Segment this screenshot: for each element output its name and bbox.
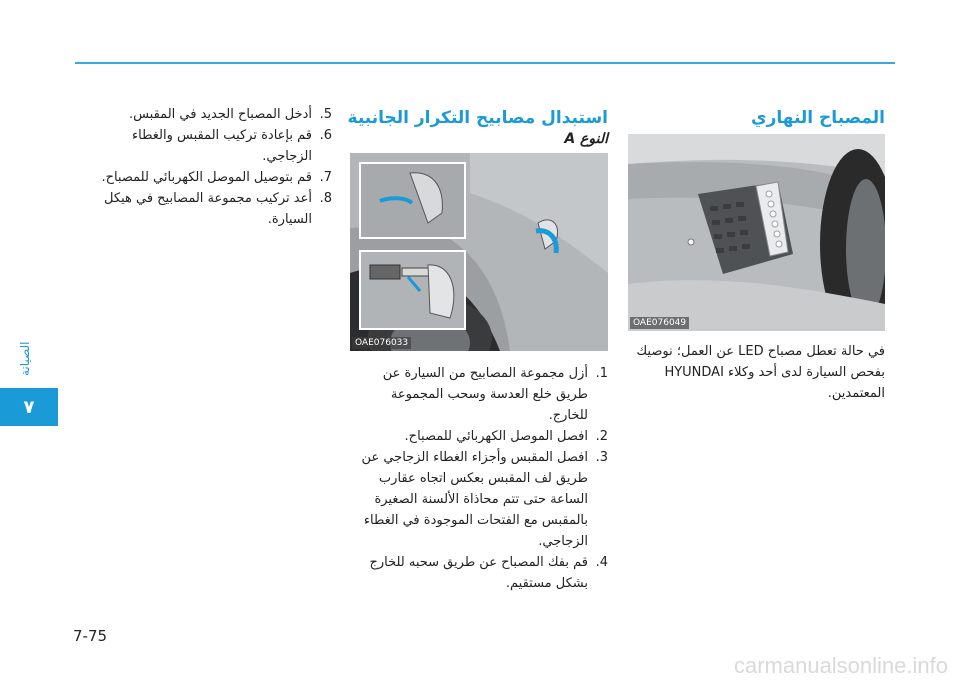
drl-paragraph (620, 341, 885, 404)
removal-steps (350, 363, 608, 594)
step-4: 4. قم بفك المصباح عن طريق سحبه للخارج بشكل مستقيم. (369, 555, 608, 591)
step-6: 6. قم بإعادة تركيب المقبس والغطاء الزجاجي. (132, 128, 332, 164)
drl-figure (628, 134, 885, 331)
watermark: carmanualsonline.info (733, 653, 948, 678)
step-5: 5. أدخل المصباح الجديد في المقبس. (128, 107, 332, 122)
step-1: 1. أزل مجموعة المصابيح من السيارة عن طريق خلع العدسة وسحب المجموعة للخارج. (382, 366, 608, 423)
bumper-drl-illustration (628, 134, 885, 331)
step-2: 2. افصل الموصل الكهربائي للمصباح. (404, 429, 608, 444)
type-a-subheading: النوع A (564, 131, 608, 147)
side-repeater-figure-code: OAE076033 (352, 337, 411, 349)
page-number: 7-75 (73, 627, 108, 645)
drl-figure-code: OAE076049 (630, 317, 689, 329)
side-repeater-illustration (350, 153, 608, 351)
drl-text: في حالة تعطل مصباح LED عن العمل؛ نوصيك بفحص السيارة لدى أحد وكلاء HYUNDAI المعتمدين. (636, 344, 885, 401)
top-rule (75, 62, 895, 64)
chapter-tab: ٧ (0, 388, 58, 426)
chapter-title: الصيانة (18, 341, 32, 377)
step-7: 7. قم بتوصيل الموصل الكهربائي للمصباح. (101, 170, 332, 185)
side-repeater-figure (350, 153, 608, 351)
step-3: 3. افصل المقبس وأجزاء الغطاء الزجاجي عن طريق لف المقبس بعكس اتجاه عقارب الساعة حتى تتم محاذاة الألسنة الصغيرة بالمقبس مع الفتحات الموجودة في الغطاء الزجاجي. (361, 450, 608, 549)
side-repeater-heading: استبدال مصابيح التكرار الجانبية (347, 108, 608, 128)
install-steps (87, 104, 332, 230)
drl-heading: المصباح النهاري (751, 108, 885, 128)
step-8: 8. أعد تركيب مجموعة المصابيح في هيكل السيارة. (104, 191, 332, 227)
